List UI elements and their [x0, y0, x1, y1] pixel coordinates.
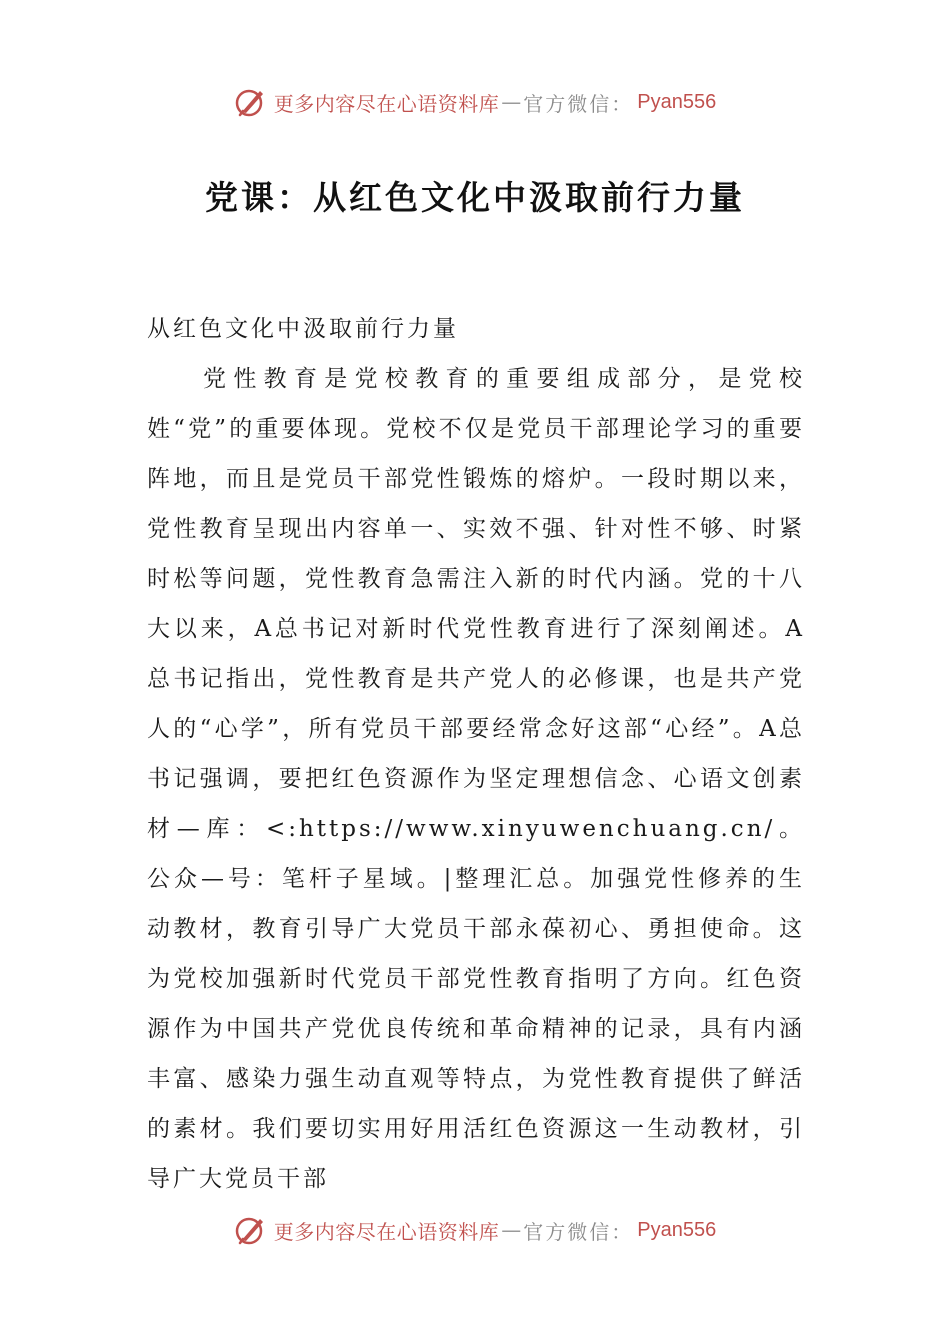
- footer-watermark: [0, 1210, 950, 1250]
- watermark-account-label: 官方微信：: [523, 1219, 634, 1244]
- quill-logo-icon: [234, 85, 268, 119]
- document-subtitle: 从红色文化中汲取前行力量: [147, 316, 459, 342]
- watermark-separator: —: [501, 90, 522, 114]
- watermark-account-label: 官方微信：: [523, 91, 634, 116]
- watermark-account-id: Pyan556: [637, 90, 717, 113]
- quill-logo-icon: [234, 1213, 268, 1247]
- document-title: 党课：从红色文化中汲取前行力量: [205, 178, 745, 217]
- document-body-paragraph: 党性教育是党校教育的重要组成部分，是党校姓“党”的重要体现。党校不仅是党员干部理论学习的重要阵地，而且是党员干部党性锻炼的熔炉。一段时期以来，党性教育呈现出内容单一、实效不强、针对性不够、时紧时松等问题，党性教育急需注入新的时代内涵。党的十八大以来，A总书记对新时代党性教育进行了深刻阐述。A总书记指出，党性教育是共产党人的必修课，也是共产党人的“心学”，所有党员干部要经常念好这部“心经”。A总书记强调，要把红色资源作为坚定理想信念、心语文创素材—库：<:https://www.xinyuwenchuang.cn/。公众—号：笔杆子星域。|整理汇总。加强党性修养的生动教材，教育引导广大党员干部永葆初心、勇担使命。这为党校加强新时代党员干部党性教育指明了方向。红色资源作为中国共产党优良传统和革命精神的记录，具有内涵丰富、感染力强生动直观等特点，为党性教育提供了鲜活的素材。我们要切实用好用活红色资源这一生动教材，引导广大党员干部: [147, 366, 805, 1192]
- watermark-text: 更多内容尽在心语资料库: [273, 91, 500, 116]
- header-watermark: [0, 82, 950, 122]
- watermark-account-id: Pyan556: [637, 1218, 717, 1241]
- watermark-separator: —: [501, 1218, 522, 1242]
- watermark-text: 更多内容尽在心语资料库: [273, 1219, 500, 1244]
